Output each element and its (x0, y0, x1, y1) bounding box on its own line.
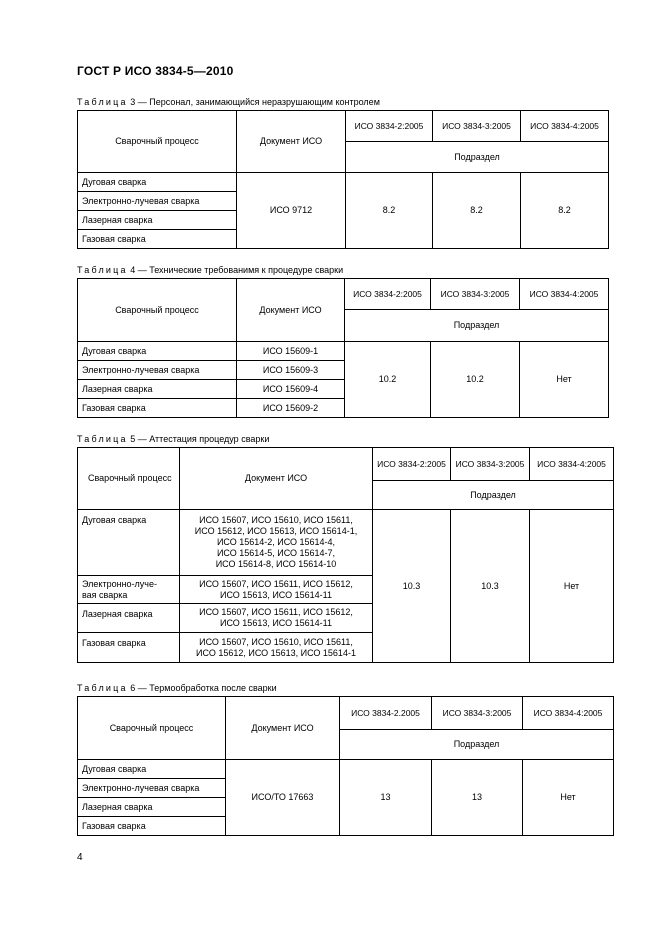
document-line: ИСО 15614-5, ИСО 15614-7, (216, 548, 336, 558)
value-cell: 8.2 (346, 173, 433, 249)
table-3-caption (77, 97, 380, 107)
value-cell: Нет (523, 760, 614, 836)
process-cell: Газовая сварка (78, 399, 237, 418)
process-cell: Газовая сварка (78, 817, 226, 836)
document-line: ИСО 15614-8, ИСО 15614-10 (215, 559, 337, 569)
process-cell: Дуговая сварка (78, 342, 237, 361)
caption-text: — Технические требованимя к процедуре сварки (137, 265, 344, 275)
value-cell: 8.2 (521, 173, 609, 249)
table-6 (77, 696, 614, 836)
header-process: Сварочный процесс (78, 448, 180, 510)
table-number: 3 (130, 97, 136, 107)
document-cell: ИСО 9712 (237, 173, 346, 249)
header-part: ИСО 3834-4:2005 (530, 448, 614, 481)
document-line: ИСО 15613, ИСО 15614-11 (220, 618, 332, 628)
document-cell (180, 633, 373, 663)
process-cell: Дуговая сварка (78, 760, 226, 779)
header-part: ИСО 3834-2.2005 (340, 697, 432, 730)
table-number: 4 (130, 265, 136, 275)
process-cell: Электронно-лучевая сварка (78, 779, 226, 798)
caption-word: Таблица (77, 434, 128, 444)
value-cell: 10.3 (451, 510, 530, 663)
process-cell (78, 576, 180, 604)
header-process: Сварочный процесс (78, 111, 237, 173)
document-line: ИСО 15607, ИСО 15610, ИСО 15611, (199, 515, 353, 525)
header-part: ИСО 3834-3:2005 (432, 697, 523, 730)
process-line: Газовая сварка (82, 638, 146, 648)
header-document: Документ ИСО (226, 697, 340, 760)
table-4 (77, 278, 609, 418)
header-document: Документ ИСО (237, 279, 345, 342)
header-part: ИСО 3834-2:2005 (345, 279, 431, 310)
process-cell: Электронно-лучевая сварка (78, 361, 237, 380)
document-title: ГОСТ Р ИСО 3834-5—2010 (77, 64, 234, 78)
table-5-caption (77, 434, 269, 444)
document-cell (180, 510, 373, 576)
header-subsection: Подраздел (346, 142, 609, 173)
header-document: Документ ИСО (237, 111, 346, 173)
value-cell: 10.3 (373, 510, 451, 663)
table-number: 6 (130, 683, 136, 693)
value-cell: 8.2 (433, 173, 521, 249)
document-line: ИСО 15607, ИСО 15611, ИСО 15612, (199, 607, 353, 617)
header-part: ИСО 3834-4:2005 (523, 697, 614, 730)
header-subsection: Подраздел (340, 730, 614, 760)
process-cell: Дуговая сварка (78, 173, 237, 192)
document-cell: ИСО/ТО 17663 (226, 760, 340, 836)
document-line: ИСО 15612, ИСО 15613, ИСО 15614-1, (194, 526, 358, 536)
header-part: ИСО 3834-2:2005 (373, 448, 451, 481)
caption-word: Таблица (77, 683, 128, 693)
value-cell: 13 (340, 760, 432, 836)
header-part: ИСО 3834-3:2005 (431, 279, 520, 310)
header-part: ИСО 3834-3:2005 (433, 111, 521, 142)
document-line: ИСО 15612, ИСО 15613, ИСО 15614-1 (196, 647, 356, 658)
caption-text: — Аттестация процедур сварки (137, 434, 270, 444)
process-line: Дуговая сварка (82, 515, 147, 525)
document-cell (180, 576, 373, 604)
value-cell: 10.2 (431, 342, 520, 418)
process-cell: Лазерная сварка (78, 380, 237, 399)
caption-text: — Персонал, занимающийся неразрушающим контролем (137, 97, 380, 107)
caption-word: Таблица (77, 265, 128, 275)
document-cell: ИСО 15609-4 (237, 380, 345, 399)
table-6-caption (77, 683, 277, 693)
value-cell: 13 (432, 760, 523, 836)
document-line: ИСО 15607, ИСО 15610, ИСО 15611, (199, 636, 353, 647)
process-line: вая сварка (82, 589, 128, 600)
process-cell: Газовая сварка (78, 230, 237, 249)
process-cell: Лазерная сварка (78, 211, 237, 230)
table-number: 5 (130, 434, 136, 444)
process-line: Лазерная сварка (82, 609, 153, 619)
document-cell: ИСО 15609-1 (237, 342, 345, 361)
document-line: ИСО 15613, ИСО 15614-11 (220, 589, 332, 600)
page-number: 4 (77, 852, 83, 863)
process-cell (78, 633, 180, 663)
document-cell: ИСО 15609-2 (237, 399, 345, 418)
process-cell: Электронно-лучевая сварка (78, 192, 237, 211)
header-part: ИСО 3834-4:2005 (520, 279, 609, 310)
header-subsection: Подраздел (345, 310, 609, 342)
header-document: Документ ИСО (180, 448, 373, 510)
document-line: ИСО 15607, ИСО 15611, ИСО 15612, (199, 578, 353, 589)
table-5 (77, 447, 614, 663)
process-cell: Лазерная сварка (78, 798, 226, 817)
caption-text: — Термообработка после сварки (137, 683, 277, 693)
process-cell (78, 510, 180, 576)
table-3 (77, 110, 609, 249)
document-line: ИСО 15614-2, ИСО 15614-4, (216, 537, 336, 547)
header-part: ИСО 3834-2:2005 (346, 111, 433, 142)
header-subsection: Подраздел (373, 481, 614, 510)
value-cell: Нет (520, 342, 609, 418)
table-4-caption (77, 265, 343, 275)
document-cell (180, 604, 373, 633)
document-cell: ИСО 15609-3 (237, 361, 345, 380)
value-cell: Нет (530, 510, 614, 663)
value-cell: 10.2 (345, 342, 431, 418)
header-part: ИСО 3834-3:2005 (451, 448, 530, 481)
caption-word: Таблица (77, 97, 128, 107)
header-part: ИСО 3834-4:2005 (521, 111, 609, 142)
process-cell (78, 604, 180, 633)
header-process: Сварочный процесс (78, 279, 237, 342)
header-process: Сварочный процесс (78, 697, 226, 760)
process-line: Электронно-луче- (82, 578, 157, 589)
